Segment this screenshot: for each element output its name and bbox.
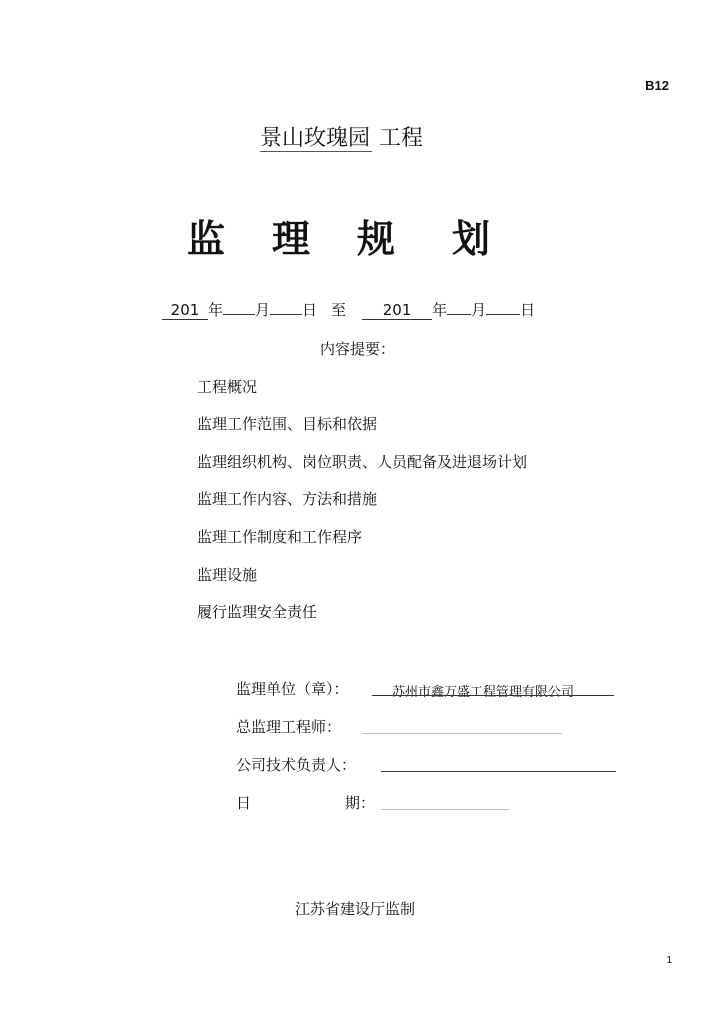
- to-char: 至: [331, 301, 347, 319]
- main-title-char: 规: [357, 217, 396, 261]
- main-title: [0, 208, 724, 261]
- summary-heading: 内容提要：: [320, 340, 396, 358]
- issuing-authority: 江苏省建设厅监制: [295, 900, 416, 918]
- main-title-char: 划: [452, 217, 491, 261]
- month-char: 月: [471, 301, 487, 319]
- end-day-blank: [486, 314, 520, 315]
- project-name: 景山玫瑰园: [260, 126, 371, 151]
- main-title-char: 监: [187, 217, 226, 261]
- year-char: 年: [432, 301, 448, 319]
- supervision-unit-value: 苏州市鑫万盛工程管理有限公司: [392, 685, 575, 700]
- tech-lead-label: 公司技术负责人：: [236, 756, 357, 774]
- content-item: 监理工作内容、方法和措施: [197, 490, 378, 508]
- page-number: 1: [666, 955, 672, 966]
- content-item: 工程概况: [197, 378, 258, 396]
- content-item: 监理组织机构、岗位职责、人员配备及进退场计划: [197, 453, 528, 471]
- start-month-blank: [223, 314, 255, 315]
- supervision-unit-label: 监理单位（章）：: [236, 680, 349, 698]
- end-year: 201: [362, 301, 432, 320]
- main-title-char: 理: [272, 217, 311, 261]
- chief-engineer-label: 总监理工程师：: [236, 718, 342, 736]
- project-suffix: 工程: [372, 126, 424, 151]
- tech-lead-line: [381, 771, 616, 772]
- document-code: B12: [645, 78, 669, 93]
- date-label-day: 日: [236, 794, 252, 812]
- date-range-row: [162, 299, 535, 320]
- content-item: 监理设施: [197, 566, 258, 584]
- content-item: 监理工作范围、目标和依据: [197, 415, 378, 433]
- date-line: [381, 809, 509, 810]
- chief-engineer-line: [362, 733, 562, 734]
- content-item: 监理工作制度和工作程序: [197, 528, 363, 546]
- project-title: [260, 121, 423, 152]
- start-day-blank: [270, 314, 302, 315]
- content-item: 履行监理安全责任: [197, 603, 318, 621]
- start-year: 201: [162, 301, 208, 320]
- year-char: 年: [208, 301, 224, 319]
- day-char: 日: [520, 301, 536, 319]
- month-char: 月: [255, 301, 271, 319]
- end-month-blank: [447, 314, 471, 315]
- supervision-unit-line: [372, 695, 614, 696]
- day-char: 日: [302, 301, 318, 319]
- date-label-period: 期：: [345, 794, 376, 812]
